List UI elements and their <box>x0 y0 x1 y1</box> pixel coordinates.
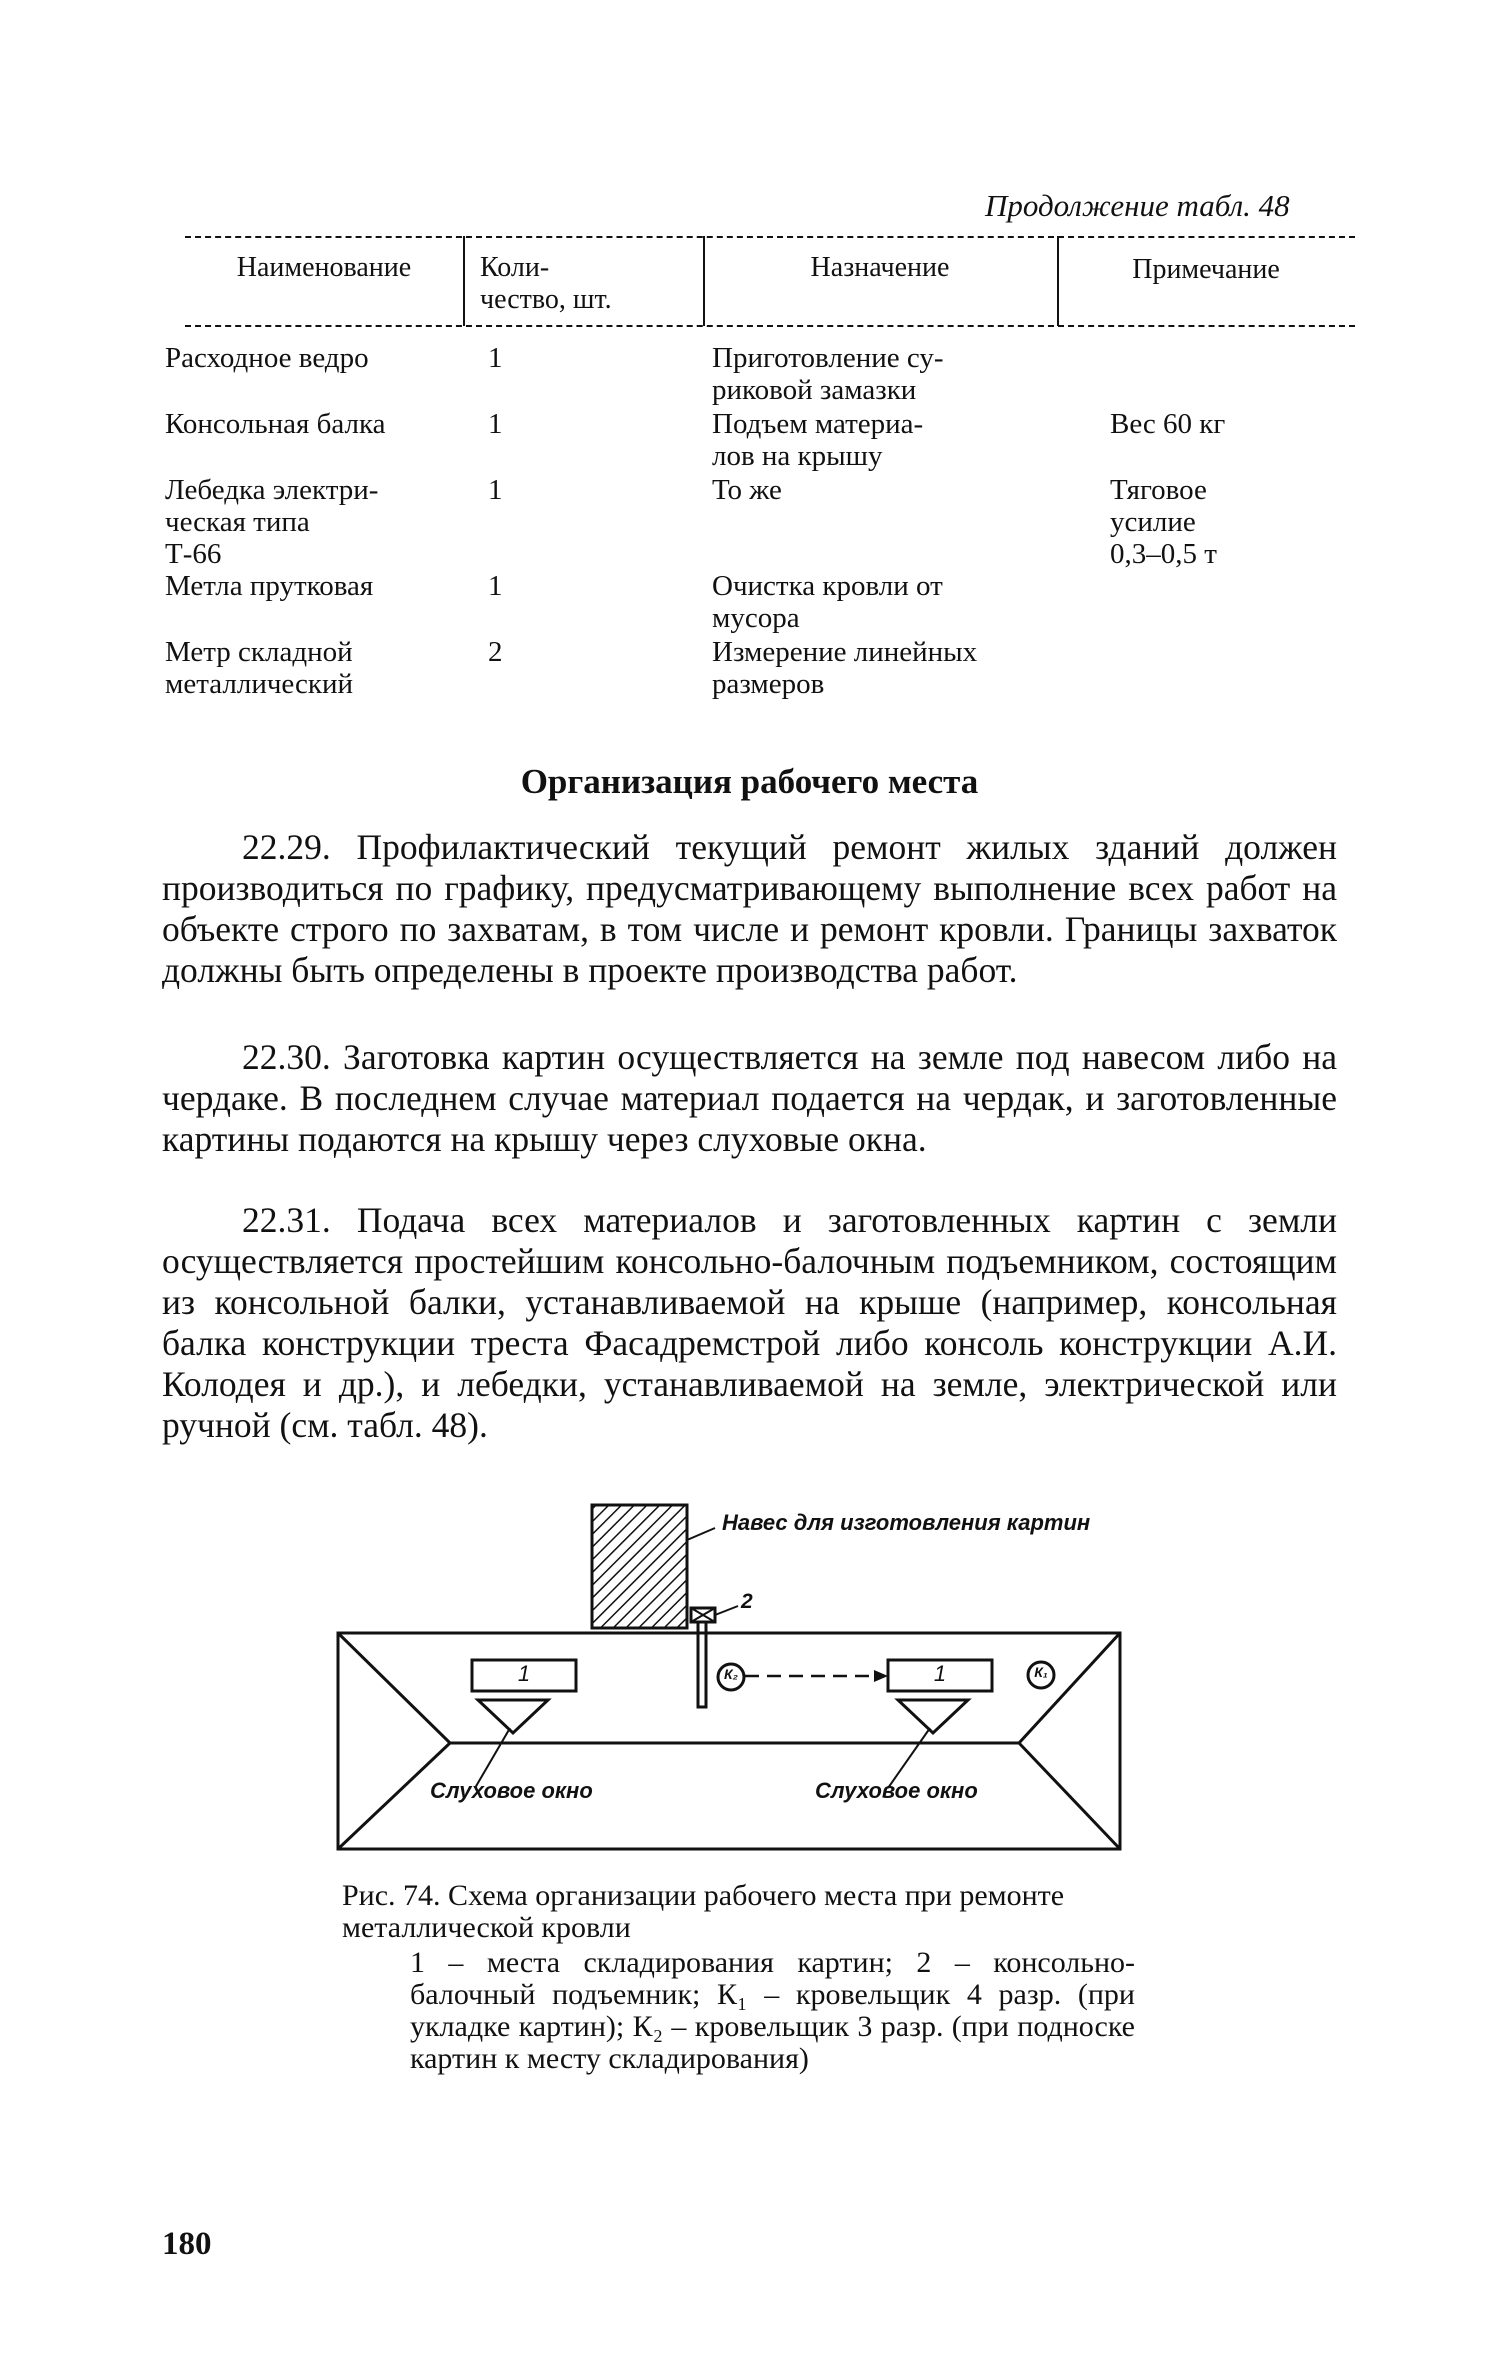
cell-purpose: То же <box>712 474 782 506</box>
cell-name: Расходное ведро <box>165 342 369 374</box>
hoist-leader-line <box>715 1606 738 1615</box>
cell-name: Лебедка электри- ческая типа Т-66 <box>165 474 379 570</box>
cell-purpose: Подъем материа- лов на крышу <box>712 408 924 472</box>
dormer-label-left: Слуховое окно <box>430 1778 593 1803</box>
cell-qty: 1 <box>488 342 503 374</box>
cell-qty: 1 <box>488 408 503 440</box>
storage-number-right: 1 <box>933 1661 947 1686</box>
cell-name: Метла прутковая <box>165 570 374 602</box>
dormer-window-left <box>478 1700 548 1733</box>
cell-qty: 1 <box>488 570 503 602</box>
roof-hip-right <box>1019 1743 1120 1849</box>
table-continuation-caption: Продолжение табл. 48 <box>985 188 1290 223</box>
cell-purpose: Приготовление су- риковой замазки <box>712 342 944 406</box>
paragraph-22-29: 22.29. Профилактический текущий ремонт жилых зданий должен производиться по графику, предусматривающему выполнение всех работ на объекте строго по захватам, в том числе и ремонт кровли. Границы захваток должны быть определены в проекте производства работ. <box>162 827 1337 990</box>
cell-note: Тяговое усилие 0,3–0,5 т <box>1110 474 1217 570</box>
cell-note: Вес 60 кг <box>1110 408 1226 440</box>
header-note: Примечание <box>1132 254 1280 285</box>
cell-name: Консольная балка <box>165 408 386 440</box>
storage-number-left: 1 <box>517 1661 531 1686</box>
page-number: 180 <box>162 2226 212 2262</box>
dormer-window-right <box>898 1700 968 1733</box>
worker-k2-label: К₂ <box>724 1666 738 1682</box>
carry-path-arrowhead <box>874 1670 888 1682</box>
header-purpose: Назначение <box>810 252 950 283</box>
paragraph-22-31: 22.31. Подача всех материалов и заготовленных картин с земли осуществляется простейшим консольно-балочным подъемником, состоящим из консольной балки, устанавливаемой на крыше (например, консольная балка конструкции треста Фасадремстрой либо консоль конструкции А.И. Колодея и др.), и лебедки, устанавливаемой на земле, электрической или ручной (см. табл. 48). <box>162 1200 1337 1445</box>
paragraph-22-30: 22.30. Заготовка картин осуществляется на земле под навесом либо на чердаке. В последнем случае материал подается на чердак, и заготовленные картины подаются на крышу через слуховые окна. <box>162 1037 1337 1159</box>
console-hoist-beam <box>698 1622 706 1707</box>
cell-name: Метр складной металлический <box>165 636 354 700</box>
header-quantity: Коли- чество, шт. <box>480 252 612 315</box>
cell-qty: 1 <box>488 474 503 506</box>
cell-purpose: Очистка кровли от мусора <box>712 570 943 634</box>
dormer-label-right: Слуховое окно <box>815 1778 978 1803</box>
canopy-leader-line <box>687 1528 715 1540</box>
section-title: Организация рабочего места <box>520 762 979 801</box>
figure-caption: Рис. 74. Схема организации рабочего места при ремонте металлической кровли <box>342 1879 1065 1944</box>
roof-ridge-top <box>338 1633 1120 1743</box>
worker-k1-label: К₁ <box>1034 1664 1048 1680</box>
header-name: Наименование <box>236 252 412 283</box>
cell-qty: 2 <box>488 636 503 668</box>
figure-legend: 1 – места складирования картин; 2 – консольно-балочный подъемник; К₁ – кровельщик 4 разр. (при укладке картин); К₂ – кровельщик 3 разр. (при подноске картин к месту складирования) <box>410 1946 1135 2075</box>
hoist-number-label: 2 <box>741 1590 753 1613</box>
cell-purpose: Измерение линейных размеров <box>712 636 978 700</box>
canopy-hatched-block <box>592 1505 687 1628</box>
canopy-label: Навес для изготовления картин <box>722 1510 1091 1535</box>
